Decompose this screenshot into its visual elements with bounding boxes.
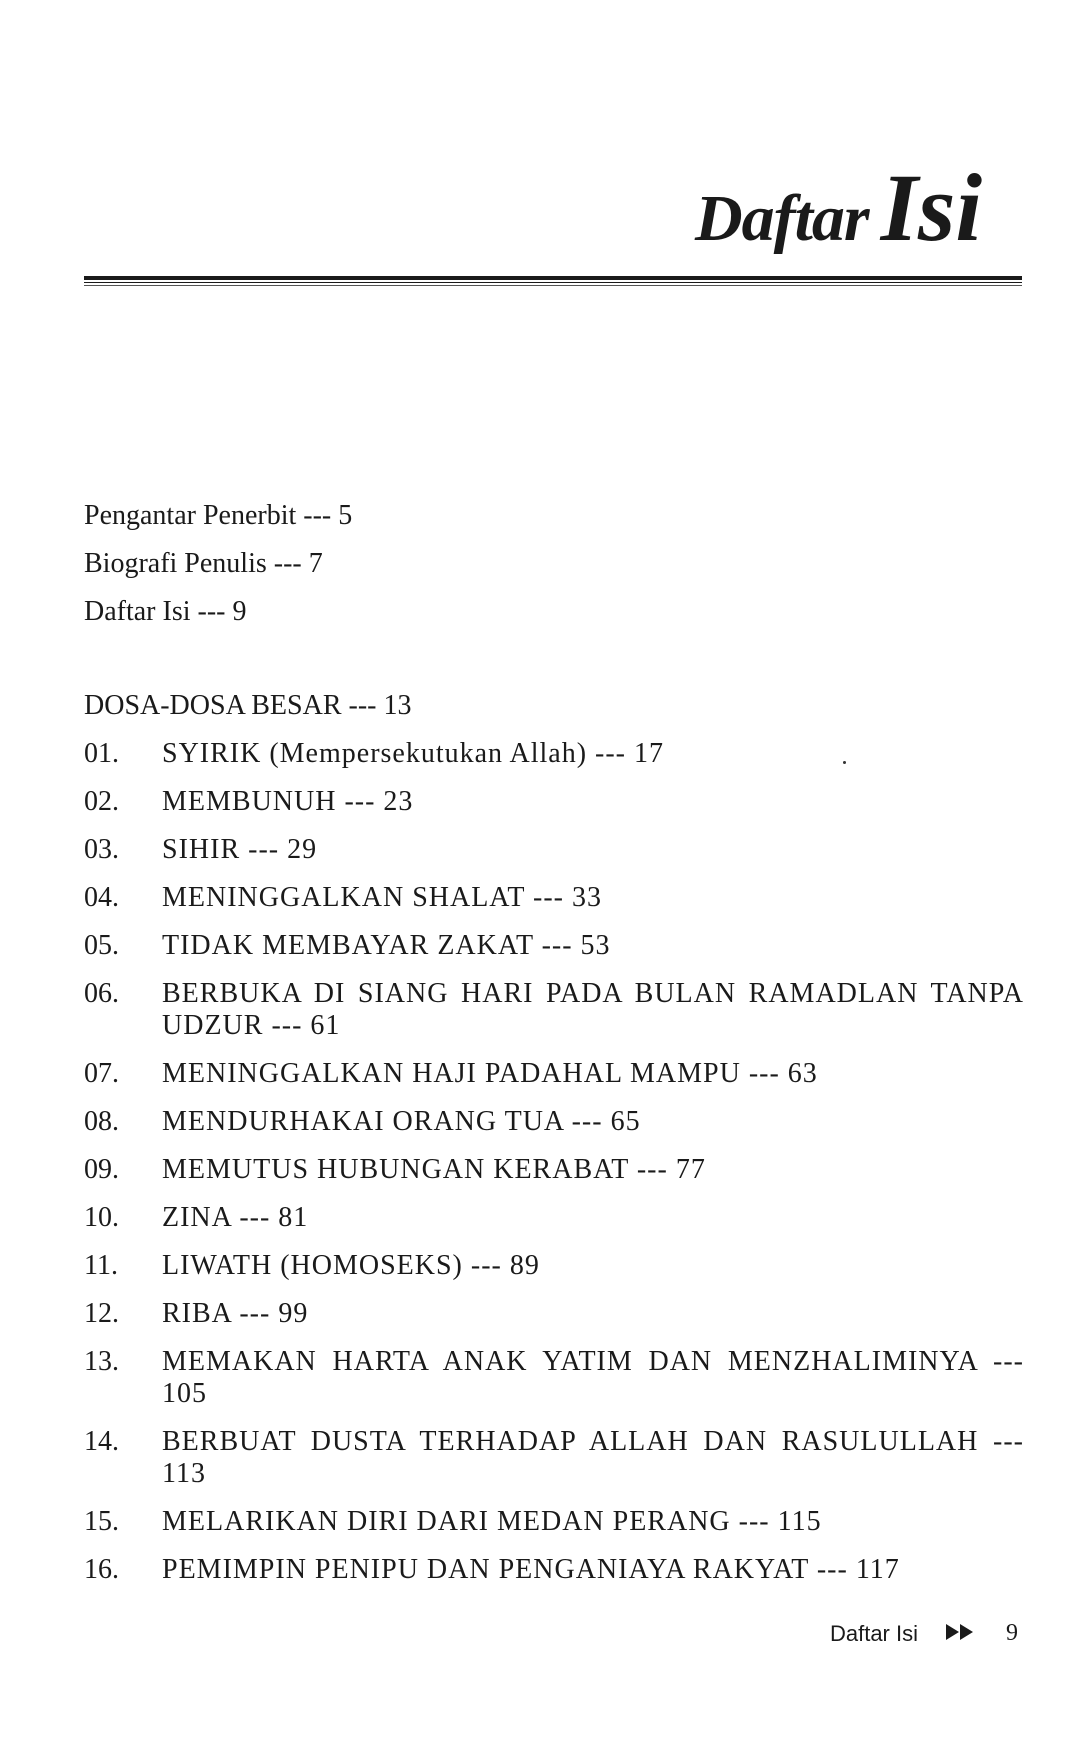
chapter-entry <box>84 826 1024 874</box>
chapter-number: 02. <box>84 786 119 817</box>
chapter-number: 06. <box>84 978 119 1009</box>
chapter-title: MENINGGALKAN SHALAT --- 33 <box>162 882 602 913</box>
chapter-entry <box>84 874 1024 922</box>
chapter-title: MELARIKAN DIRI DARI MEDAN PERANG --- 115 <box>162 1506 822 1537</box>
chapter-entry <box>84 1418 1024 1498</box>
chapter-title: MENINGGALKAN HAJI PADAHAL MAMPU --- 63 <box>162 1058 818 1089</box>
front-matter-entry: Biografi Penulis --- 7 <box>84 548 323 579</box>
chapter-number: 07. <box>84 1058 119 1089</box>
double-play-arrow-icon <box>946 1621 976 1647</box>
chapter-title: BERBUKA DI SIANG HARI PADA BULAN RAMADLAN TANPA UDZUR --- 61 <box>162 978 1024 1041</box>
page-heading <box>694 154 982 261</box>
chapter-number: 11. <box>84 1250 118 1281</box>
chapter-list <box>84 730 1024 1594</box>
chapter-title: BERBUAT DUSTA TERHADAP ALLAH DAN RASULULLAH --- 113 <box>162 1426 1024 1489</box>
chapter-number: 16. <box>84 1554 119 1585</box>
page-footer <box>830 1620 1018 1647</box>
chapter-number: 09. <box>84 1154 119 1185</box>
chapter-title: SIHIR --- 29 <box>162 834 318 865</box>
chapter-entry <box>84 1050 1024 1098</box>
section-title: DOSA-DOSA BESAR --- 13 <box>84 690 412 721</box>
chapter-title: MENDURHAKAI ORANG TUA --- 65 <box>162 1106 641 1137</box>
chapter-number: 05. <box>84 930 119 961</box>
chapter-number: 03. <box>84 834 119 865</box>
chapter-entry <box>84 1546 1024 1594</box>
chapter-number: 08. <box>84 1106 119 1137</box>
scan-speck <box>843 761 846 764</box>
chapter-title: TIDAK MEMBAYAR ZAKAT --- 53 <box>162 930 611 961</box>
heading-word-isi: Isi <box>880 154 982 261</box>
chapter-number: 12. <box>84 1298 119 1329</box>
heading-rule <box>84 276 1022 286</box>
chapter-entry <box>84 1146 1024 1194</box>
chapter-title: LIWATH (HOMOSEKS) --- 89 <box>162 1250 540 1281</box>
chapter-entry <box>84 922 1024 970</box>
chapter-title: MEMAKAN HARTA ANAK YATIM DAN MENZHALIMINYA --- 105 <box>162 1346 1024 1409</box>
heading-word-daftar: Daftar <box>694 182 869 255</box>
chapter-title: RIBA --- 99 <box>162 1298 309 1329</box>
chapter-entry <box>84 730 1024 778</box>
chapter-number: 04. <box>84 882 119 913</box>
chapter-title: PEMIMPIN PENIPU DAN PENGANIAYA RAKYAT --- 117 <box>162 1554 900 1585</box>
chapter-number: 01. <box>84 738 119 769</box>
chapter-entry <box>84 970 1024 1050</box>
front-matter-entry: Pengantar Penerbit --- 5 <box>84 500 353 531</box>
chapter-entry <box>84 778 1024 826</box>
chapter-title: SYIRIK (Mempersekutukan Allah) --- 17 <box>162 738 665 769</box>
chapter-title: ZINA --- 81 <box>162 1202 309 1233</box>
front-matter-list <box>84 492 352 636</box>
chapter-entry <box>84 1498 1024 1546</box>
chapter-entry <box>84 1290 1024 1338</box>
chapter-number: 10. <box>84 1202 119 1233</box>
running-footer-label: Daftar Isi <box>829 1620 918 1646</box>
chapter-entry <box>84 1338 1024 1418</box>
chapter-number: 15. <box>84 1506 119 1537</box>
chapter-entry <box>84 1242 1024 1290</box>
chapter-entry <box>84 1098 1024 1146</box>
chapter-title: MEMUTUS HUBUNGAN KERABAT --- 77 <box>162 1154 706 1185</box>
chapter-number: 13. <box>84 1346 119 1377</box>
chapter-number: 14. <box>84 1426 119 1457</box>
chapter-entry <box>84 1194 1024 1242</box>
page-number: 9 <box>1006 1620 1018 1646</box>
chapter-title: MEMBUNUH --- 23 <box>162 786 414 817</box>
front-matter-entry: Daftar Isi --- 9 <box>84 596 247 627</box>
